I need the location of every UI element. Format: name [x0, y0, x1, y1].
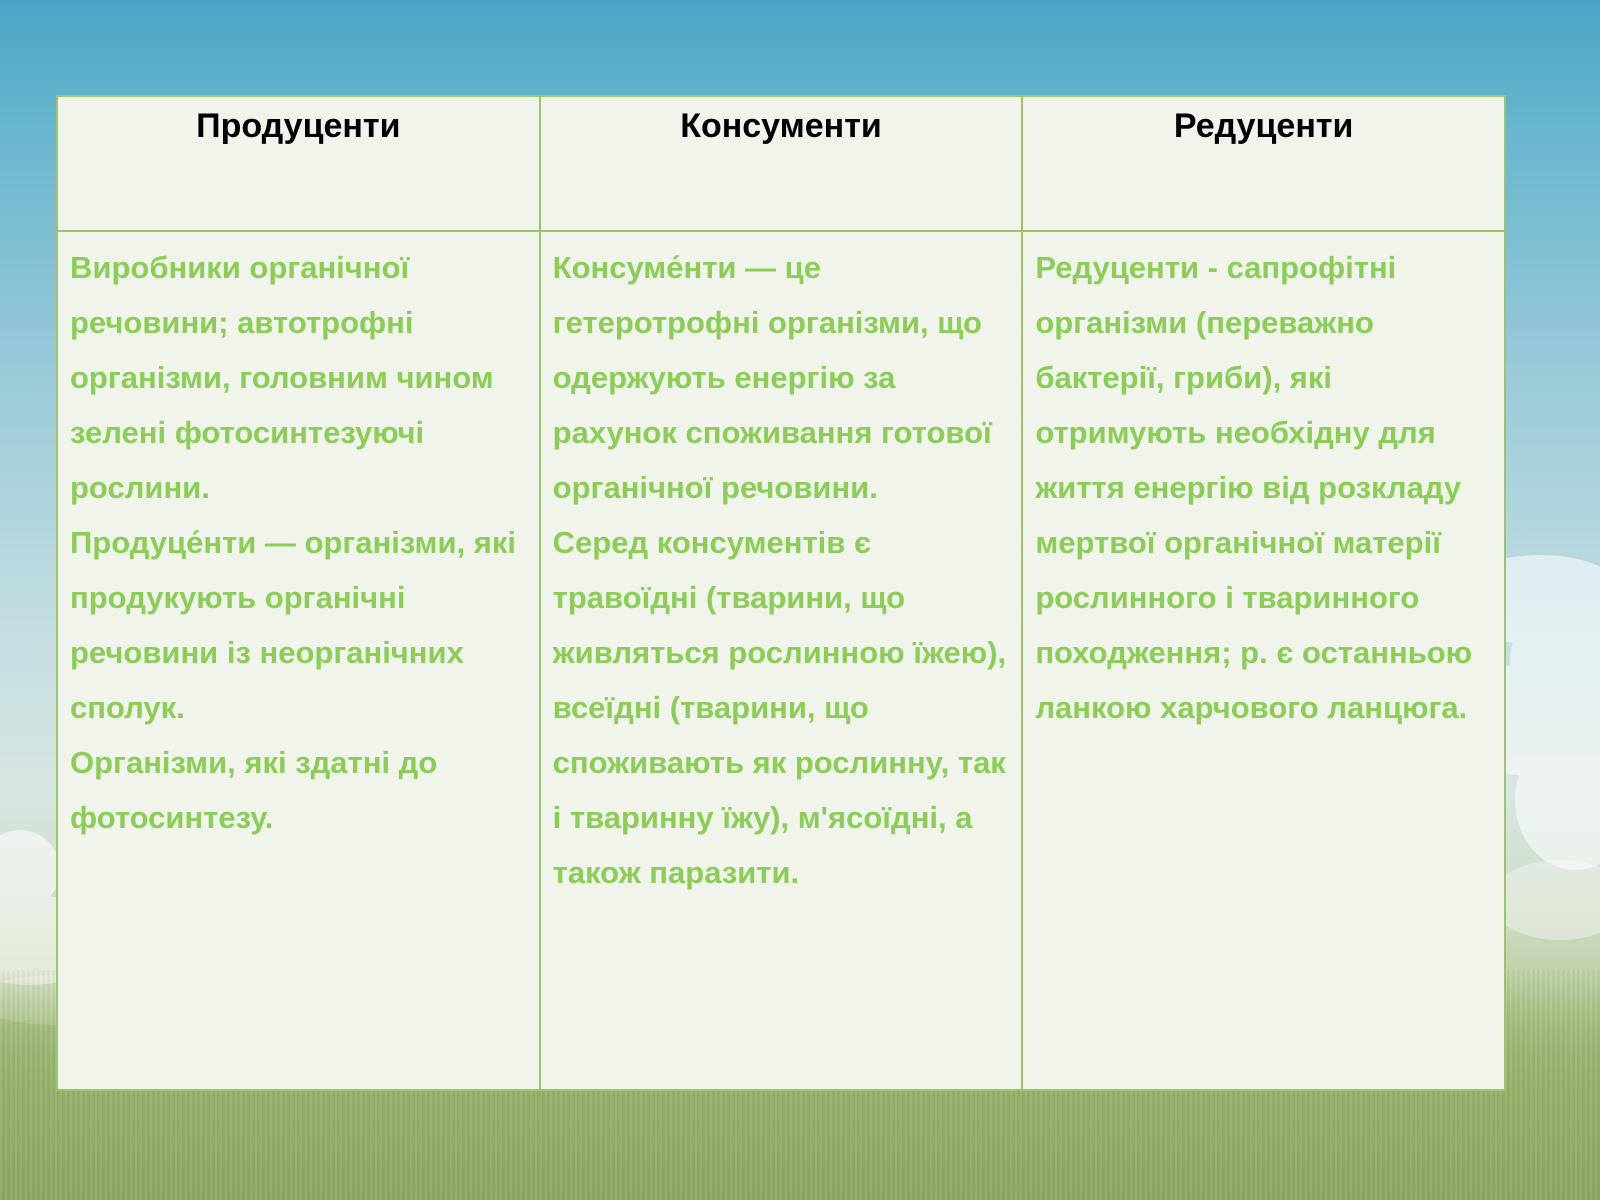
cell-decomposers: [1022, 231, 1505, 1090]
producers-photosynthesis: Організми, які здатні до фотосинтезу.: [70, 745, 438, 835]
table-body-row: [57, 231, 1505, 1090]
consumers-types: Серед консументів є травоїдні (тварини, що живляться рослинною їжею), всеїдні (тварини, що споживають як рослинну, так і тваринну їжу), м'ясоїдні, а також паразити.: [552, 525, 1007, 890]
header-consumers: Консументи: [540, 96, 1023, 231]
cell-producers: [57, 231, 540, 1090]
producers-description: Продуце́нти — організми, які продукують органічні речовини із неорганічних сполук.: [70, 525, 516, 725]
table-header-row: [57, 96, 1505, 231]
consumers-definition: Консуме́нти — це гетеротрофні організми, що одержують енергію за рахунок споживання готової органічної речовини.: [552, 250, 992, 505]
producers-definition: Виробники органічної речовини; автотрофні організми, головним чином зелені фотосинтезуючі рослини.: [70, 250, 494, 505]
header-decomposers: Редуценти: [1022, 96, 1505, 231]
ecosystem-roles-table: [56, 95, 1506, 1091]
header-producers: Продуценти: [57, 96, 540, 231]
cell-consumers: [540, 231, 1023, 1090]
decomposers-definition: Редуценти - сапрофітні організми (переважно бактерії, гриби), які отримують необхідну для життя енергію від розкладу мертвої органічної матерії рослинного і тваринного походження; р. є останньою ланкою харчового ланцюга.: [1035, 250, 1473, 725]
